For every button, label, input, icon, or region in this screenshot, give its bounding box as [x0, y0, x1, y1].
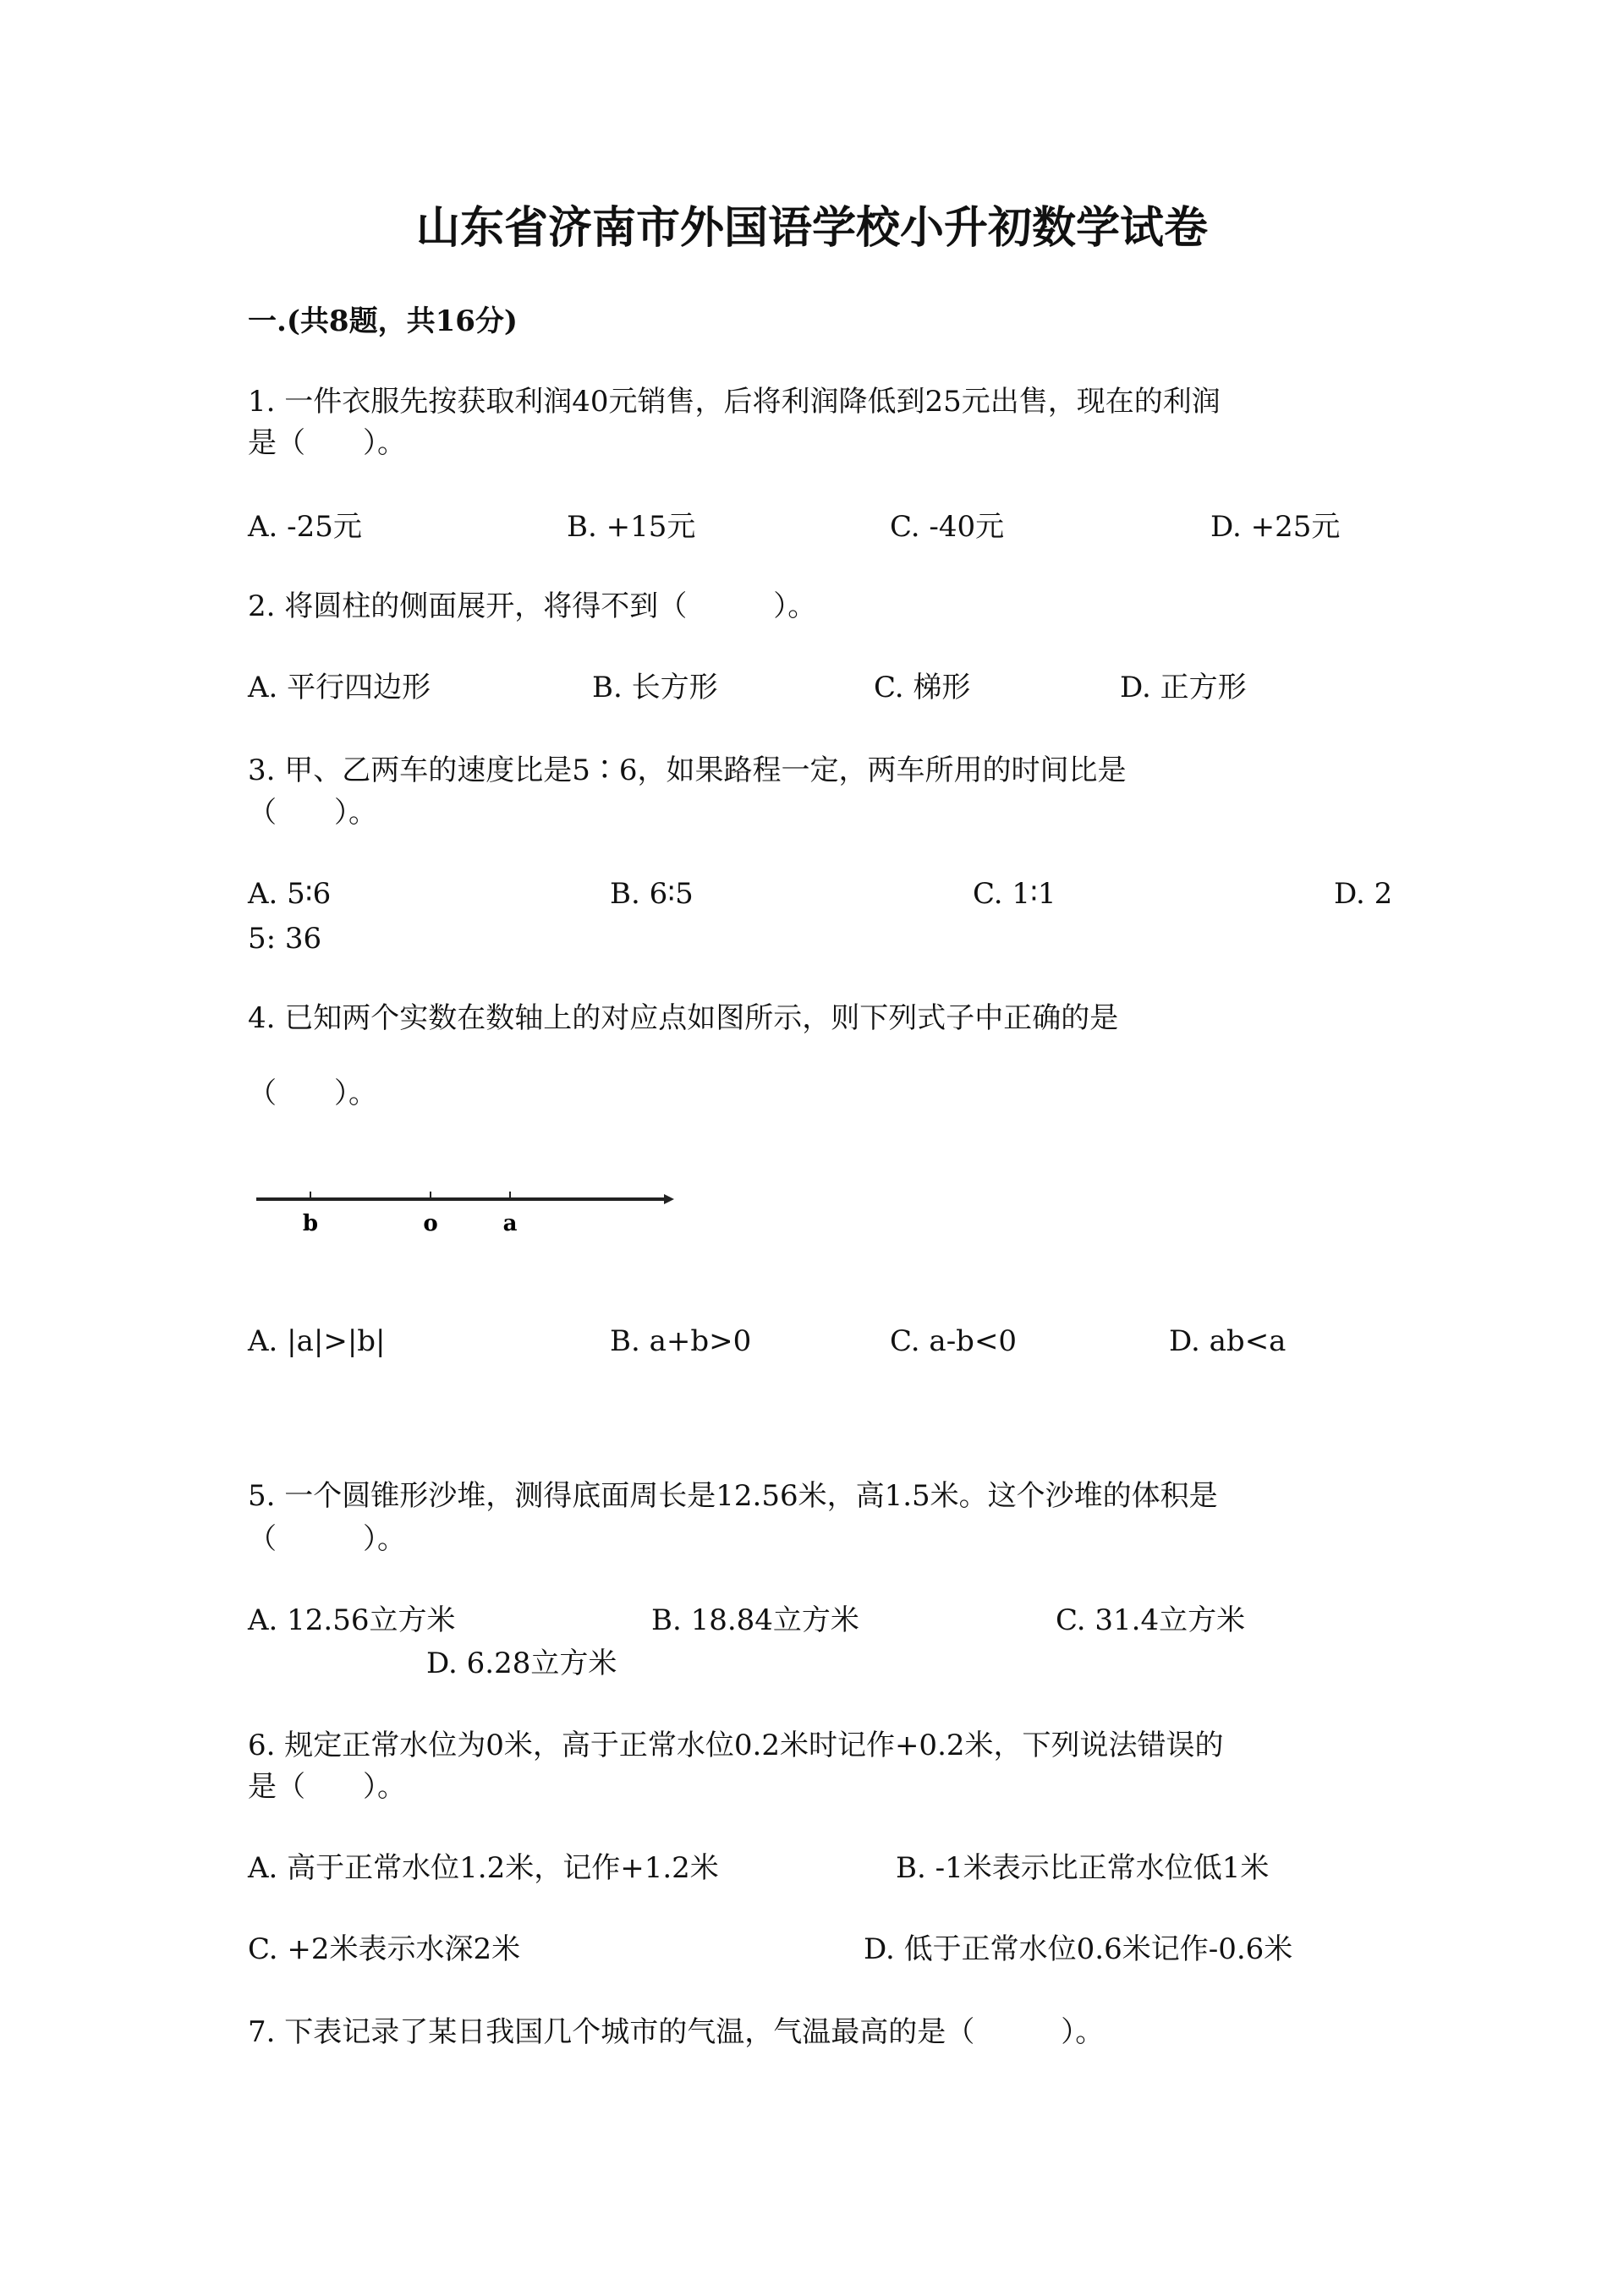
q6-option-c: C. +2米表示水深2米 — [248, 1932, 521, 1966]
q3-option-a: A. 5∶6 — [248, 877, 332, 911]
q5-option-b: B. 18.84立方米 — [651, 1603, 859, 1637]
q1-option-a: A. -25元 — [248, 510, 362, 544]
q3-option-d-cont: 5: 36 — [248, 922, 322, 956]
q4-option-a: A. |a|>|b| — [248, 1324, 386, 1358]
q3-option-b: B. 6∶5 — [610, 877, 694, 911]
q1-option-c: C. -40元 — [890, 510, 1005, 544]
q5-option-a: A. 12.56立方米 — [248, 1603, 456, 1637]
q3-stem: 3. 甲、乙两车的速度比是5∶6，如果路程一定，两车所用的时间比是 — [248, 753, 1127, 787]
q6-option-a: A. 高于正常水位1.2米，记作+1.2米 — [248, 1851, 719, 1885]
q4-option-d: D. ab<a — [1169, 1324, 1287, 1358]
q2-option-b: B. 长方形 — [592, 671, 718, 704]
q6-stem: 6. 规定正常水位为0米，高于正常水位0.2米时记作+0.2米，下列说法错误的 — [248, 1729, 1224, 1762]
q3-option-c: C. 1∶1 — [973, 877, 1056, 911]
q6-option-d: D. 低于正常水位0.6米记作-0.6米 — [864, 1932, 1293, 1966]
q5-stem: （ ）。 — [248, 1522, 406, 1556]
q5-stem: 5. 一个圆锥形沙堆，测得底面周长是12.56米，高1.5米。这个沙堆的体积是 — [248, 1479, 1218, 1513]
q4-option-c: C. a-b<0 — [890, 1324, 1018, 1358]
label-a: a — [502, 1211, 518, 1236]
q4-option-b: B. a+b>0 — [610, 1324, 752, 1358]
section-heading: 一.(共8题，共16分) — [248, 304, 518, 338]
q3-stem: （ ）。 — [248, 796, 377, 830]
q7-stem: 7. 下表记录了某日我国几个城市的气温，气温最高的是（ ）。 — [248, 2015, 1105, 2049]
q2-stem: 2. 将圆柱的侧面展开，将得不到（ ）。 — [248, 589, 817, 623]
q2-option-d: D. 正方形 — [1120, 671, 1247, 704]
q1-option-b: B. +15元 — [567, 510, 696, 544]
q4-stem: （ ）。 — [248, 1077, 377, 1110]
q4-stem: 4. 已知两个实数在数轴上的对应点如图所示，则下列式子中正确的是 — [248, 1001, 1119, 1035]
q5-option-c: C. 31.4立方米 — [1056, 1603, 1246, 1637]
q2-option-c: C. 梯形 — [874, 671, 971, 704]
q1-option-d: D. +25元 — [1210, 510, 1341, 544]
q2-option-a: A. 平行四边形 — [248, 671, 431, 704]
q5-option-d: D. 6.28立方米 — [426, 1647, 617, 1680]
q1-stem: 是（ ）。 — [248, 426, 406, 460]
q3-option-d: D. 2 — [1334, 877, 1393, 911]
q1-stem: 1. 一件衣服先按获取利润40元销售，后将利润降低到25元出售，现在的利润 — [248, 385, 1221, 419]
number-line-figure — [250, 1171, 689, 1239]
q6-stem: 是（ ）。 — [248, 1770, 406, 1804]
label-o: o — [423, 1211, 438, 1236]
page-title: 山东省济南市外国语学校小升初数学试卷 — [415, 202, 1208, 254]
label-b: b — [302, 1211, 319, 1236]
q6-option-b: B. -1米表示比正常水位低1米 — [896, 1851, 1270, 1885]
arrow-icon — [664, 1194, 674, 1204]
